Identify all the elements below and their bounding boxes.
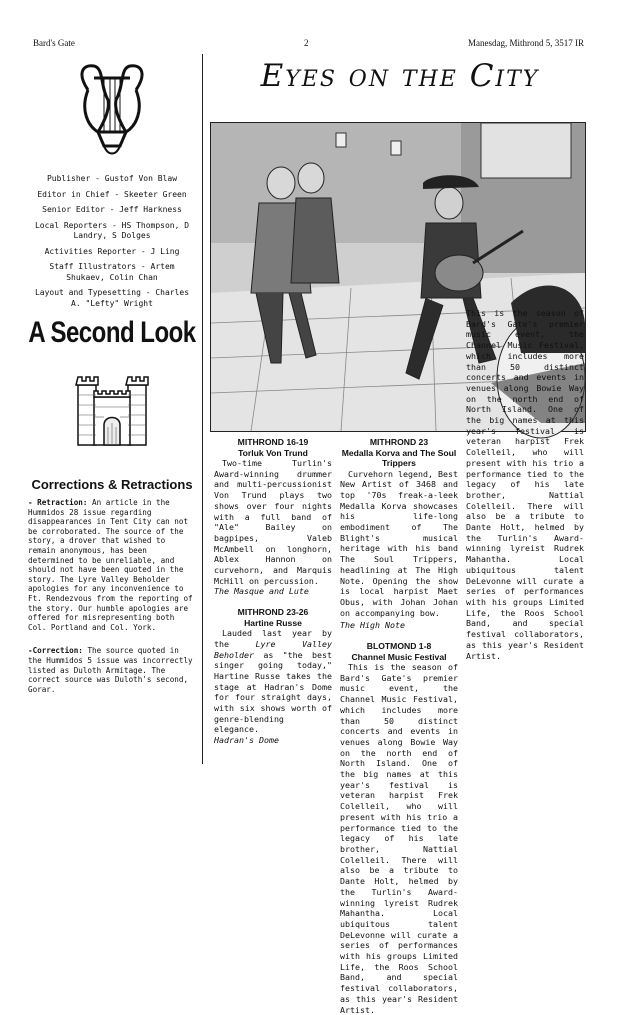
- header-date: Manesdag, Mithrond 5, 3517 IR: [468, 38, 584, 48]
- publication-name: Lyre Valley Beholder: [214, 638, 332, 660]
- event-name: Medalla Korva and The Soul Trippers: [341, 447, 457, 468]
- event-date: BLOTMOND 1-8: [366, 641, 432, 652]
- staff-editor-in-chief: Editor in Chief - Skeeter Green: [37, 189, 187, 199]
- staff-activities-reporter: Activities Reporter - J Ling: [44, 246, 180, 256]
- event-description-part: as "the best singer going today," Hartine Russe takes the stage at Hadran's Dome for four straight days, with six shows worth of genre-blending elegance.: [214, 649, 332, 735]
- event-description: Two-time Turlin's Award-winning drummer and multi-percussionist Von Trund plays two shows over four nights with a full band of "Ale" Bailey on bagpipes, Valeb McAmbell on longhorn, Ablex Hannon on curvehorn, and Marquis McHill on percussion.: [214, 458, 332, 586]
- corrections-item-correction: [28, 646, 196, 694]
- event-description: Curvehorn legend, Best New Artist of 3468 and top '70s freak-a-leek Medalla Korva showcases his life-long embodiment of The Blight's musical heritage with his band The Soul Trippers, headlining at The High Note. Opening the show is local harpist Maet Obus, with Johan Johan on accompanying bow.: [340, 468, 458, 618]
- event-description-continued: [466, 308, 584, 661]
- masthead-title: Eyes on the City: [260, 58, 540, 94]
- header-page-number: 2: [304, 38, 309, 48]
- event-date: MITHROND 23-26: [237, 607, 309, 618]
- event-date: MITHROND 23: [369, 437, 429, 447]
- retraction-lead: - Retraction:: [28, 498, 88, 507]
- event-name: Hartine Russe: [244, 617, 302, 628]
- event-description-continued-text: This is the season of Bard's Gate's premier music event, the Channel Music Festival, which includes more than 50 distinct concerts and events in venues along Bowie Way on the north end of North Island. One of the big names at this year's festival is veteran harpist Frek Colelleil, who will present with his trio a performance tied to the legacy of his late brother, Nattial Colelleil. There will also be a tribute to Dante Holt, helmed by the Turlin's Award-winning lyreist Rudrek Mahantha. Local ubiquitous talent DeLevonne will curate a series of performances with his groups Limited Life, the Roos School Band, and special festival collaborators, as this year's Resident Artist.: [466, 308, 584, 661]
- event-description-part: Lauded last year by the: [214, 628, 332, 649]
- events-column-3: [466, 308, 584, 661]
- retraction-body: An article in the Hummidos 28 issue regarding disappearances in Tent City can not be corroborated. The source of the story, a drover that wished to remain anonymous, has been determined to be unreliable, and should not have been quoted in the story. The Lyre Valley Beholder apologies for any inconvenience to Ft. Rendezvous from the reporting of the story. Our humble apologies are offered for misrepresenting both Col. Portland and Col. York.: [28, 498, 193, 632]
- event-name: Torluk Von Trund: [238, 447, 308, 458]
- event-description: This is the season of Bard's Gate's premier music event, the Channel Music Festival, which includes more than 50 distinct concerts and events in venues along Bowie Way on the north end of North Island. One of the big names at this year's festival is veteran harpist Frek Colelleil, who will present with his trio a performance tied to the legacy of his late brother, Nattial Colelleil. There will also be a tribute to Dante Holt, helmed by the Turlin's Award-winning lyreist Rudrek Mahantha. Local ubiquitous talent DeLevonne will curate a series of performances with his groups Limited Life, the Roos School Band, and special festival collaborators, as this year's Resident Artist.: [340, 662, 458, 1015]
- left-sidebar: [28, 54, 196, 694]
- staff-senior-editor: Senior Editor - Jeff Harkness: [42, 205, 182, 214]
- corrections-item-retraction: [28, 498, 196, 632]
- staff-local-reporters: Local Reporters - HS Thompson, D Landry, S Dolges: [34, 220, 190, 240]
- staff-illustrators: Staff Illustrators - Artem Shukaev, Colin Chan: [49, 262, 175, 282]
- staff-publisher: Publisher - Gustof Von Blaw: [46, 174, 178, 183]
- column-divider: [202, 54, 203, 764]
- lyre-icon: [74, 60, 150, 160]
- event-description: [214, 628, 332, 735]
- staff-layout: Layout and Typesetting - Charles A. "Lefty" Wright: [34, 288, 190, 308]
- event-venue: The Masque and Lute: [214, 586, 309, 597]
- castle-icon: [72, 363, 152, 449]
- events-column-2: [340, 437, 458, 1015]
- events-column-1: [214, 437, 332, 756]
- event-venue: The High Note: [340, 620, 405, 631]
- correction-lead: -Correction:: [28, 646, 83, 656]
- corrections-title: Corrections & Retractions: [31, 477, 193, 492]
- event-venue: Hadran's Dome: [214, 735, 279, 746]
- correction-body: The source quoted in the Hummidos 5 issue was incorrectly listed as Duloth Armitage. The correct source was Duloth's second, Gorar.: [28, 646, 193, 694]
- event-date: MITHROND 16-19: [237, 437, 309, 447]
- event-name: Channel Music Festival: [351, 651, 447, 662]
- header-publication: Bard's Gate: [33, 38, 75, 48]
- staff-list: [28, 174, 196, 309]
- second-look-title: A Second Look: [28, 315, 196, 350]
